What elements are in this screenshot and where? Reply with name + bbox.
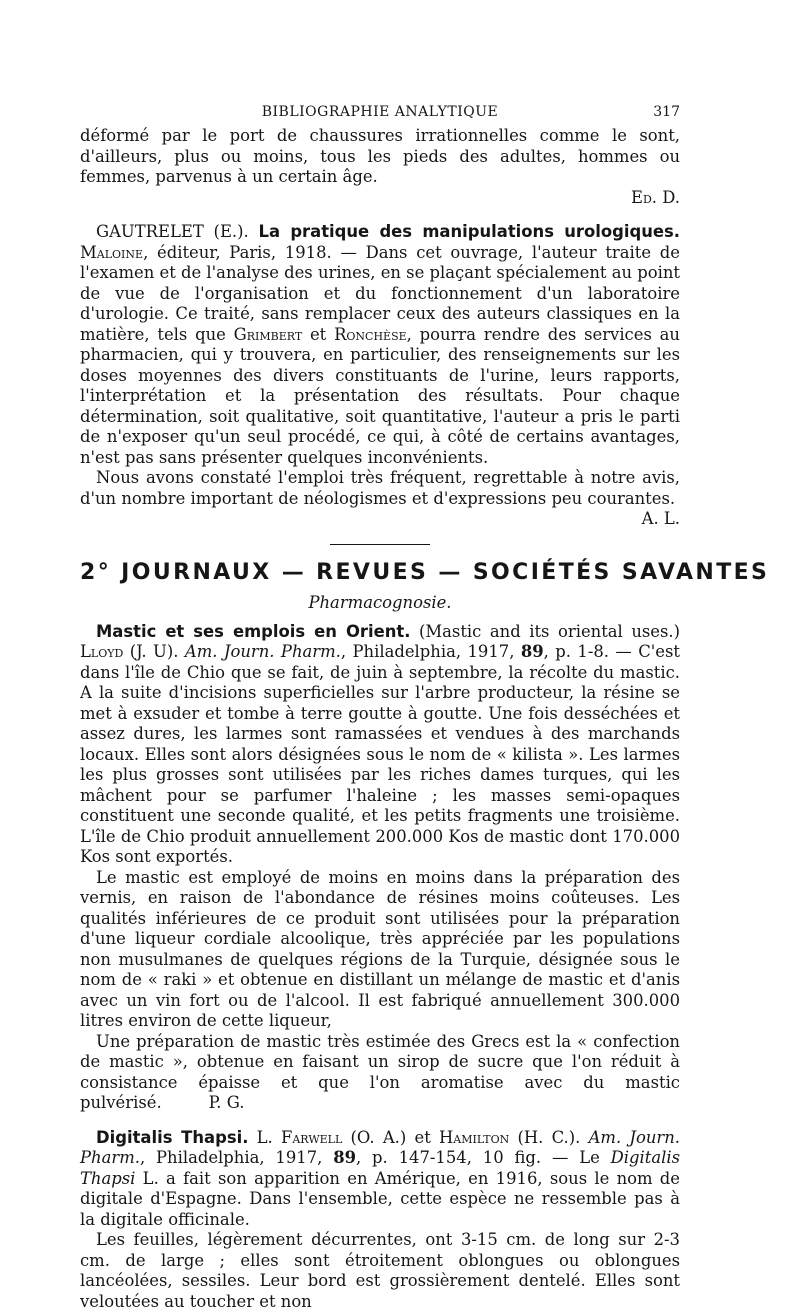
mastic-paragraph-2: Le mastic est employé de moins en moins dans la préparation des vernis, en raison de l'abondance de résines moins coûteuses. Les qualités inférieures de ce produit sont utilisées pour la préparation d'une liqueur cordiale alcoolique, très appréciée par les populations non musulmanes de quelques régions de la Turquie, désignée sous le nom de « raki » et obtenue en distillant un mélange de mastic et d'anis avec un vin fort ou de l'alcool. Il est fabriqué annuellement 300.000 litres environ de cette liqueur,: [80, 868, 680, 1032]
section-heading: 2° JOURNAUX — REVUES — SOCIÉTÉS SAVANTES: [80, 563, 680, 584]
running-head: BIBLIOGRAPHIE ANALYTIQUE: [80, 102, 680, 123]
digitalis-paragraph-2: Les feuilles, légèrement décurrentes, ont 3-15 cm. de long sur 2-3 cm. de large ; elles sont étroitement oblongues ou oblongues lancéolées, sessiles. Leur bord est grossièrement dentelé. Elles sont veloutées au toucher et non: [80, 1230, 680, 1312]
mastic-signature: P. G.: [209, 1093, 245, 1112]
section-divider: [330, 544, 430, 545]
book-title: La pratique des manipulations urologiques.: [259, 222, 680, 241]
mastic-title: Mastic et ses emplois en Orient.: [96, 622, 410, 641]
book-review-signature: A. L.: [80, 509, 680, 530]
book-publisher: Maloine: [80, 243, 143, 262]
book-author: GAUTRELET (E.).: [96, 222, 249, 241]
digitalis-title: Digitalis Thapsi.: [96, 1128, 248, 1147]
mastic-paragraph-1: Mastic et ses emplois en Orient. (Mastic and its oriental uses.) Lloyd (J. U). Am. Journ. Pharm., Philadelphia, 1917, 89, p. 1-8. — C'est dans l'île de Chio que se fait, de juin à septembre, la récolte du mastic. A la suite d'incisions superficielles sur l'arbre producteur, la résine se met à exsuder et tombe à terre goutte à goutte. Une fois desséchées et assez dures, les larmes sont ramassées et vendues à des marchands locaux. Elles sont alors désignées sous le nom de « kilista ». Les larmes les plus grosses sont utilisées par les riches dames turques, qui les mâchent pour se parfumer l'haleine ; les masses semi-opaques constituent une seconde qualité, et les petits fragments une troisième. L'île de Chio produit annuellement 200.000 Kos de mastic dont 170.000 Kos sont exportés.: [80, 622, 680, 868]
book-review-paragraph-2: Nous avons constaté l'emploi très fréquent, regrettable à notre avis, d'un nombre important de néologismes et d'expressions peu courantes.: [80, 468, 680, 509]
page-header: [80, 100, 680, 126]
section-subheading: Pharmacognosie.: [80, 593, 680, 614]
digitalis-paragraph-1: Digitalis Thapsi. L. Farwell (O. A.) et Hamilton (H. C.). Am. Journ. Pharm., Philadelphia, 1917, 89, p. 147-154, 10 fig. — Le Digitalis Thapsi L. a fait son apparition en Amérique, en 1916, sous le nom de digitale d'Espagne. Dans l'ensemble, cette espèce ne ressemble pas à la digitale officinale.: [80, 1128, 680, 1231]
mastic-paragraph-3: Une préparation de mastic très estimée des Grecs est la « confection de mastic », obtenue en faisant un sirop de sucre que l'on réduit à consistance épaisse et que l'on aromatise avec du mastic pulvérisé. P. G.: [80, 1032, 680, 1114]
mastic-entry: [80, 622, 680, 1114]
page: [80, 100, 680, 1312]
intro-signature: Ed. D.: [80, 188, 680, 209]
page-number: 317: [653, 102, 680, 123]
book-review-entry: [80, 222, 680, 530]
digitalis-entry: [80, 1128, 680, 1312]
book-review-paragraph: GAUTRELET (E.). La pratique des manipulations urologiques. Maloine, éditeur, Paris, 1918. — Dans cet ouvrage, l'auteur traite de l'examen et de l'analyse des urines, en se plaçant spécialement au point de vue de l'organisation et du fonctionnement d'un laboratoire d'urologie. Ce traité, sans remplacer ceux des auteurs classiques en la matière, tels que Grimbert et Ronchèse, pourra rendre des services au pharmacien, qui y trouvera, en particulier, des renseignements sur les doses moyennes des divers constituants de l'urine, leurs rapports, l'interprétation et la présentation des résultats. Pour chaque détermination, soit qualitative, soit quantitative, l'auteur a pris le parti de n'exposer qu'un seul procédé, ce qui, à côté de certains avantages, n'est pas sans présenter quelques inconvénients.: [80, 222, 680, 468]
intro-paragraph: déformé par le port de chaussures irrationnelles comme le sont, d'ailleurs, plus ou moins, tous les pieds des adultes, hommes ou femmes, parvenus à un certain âge.: [80, 126, 680, 188]
